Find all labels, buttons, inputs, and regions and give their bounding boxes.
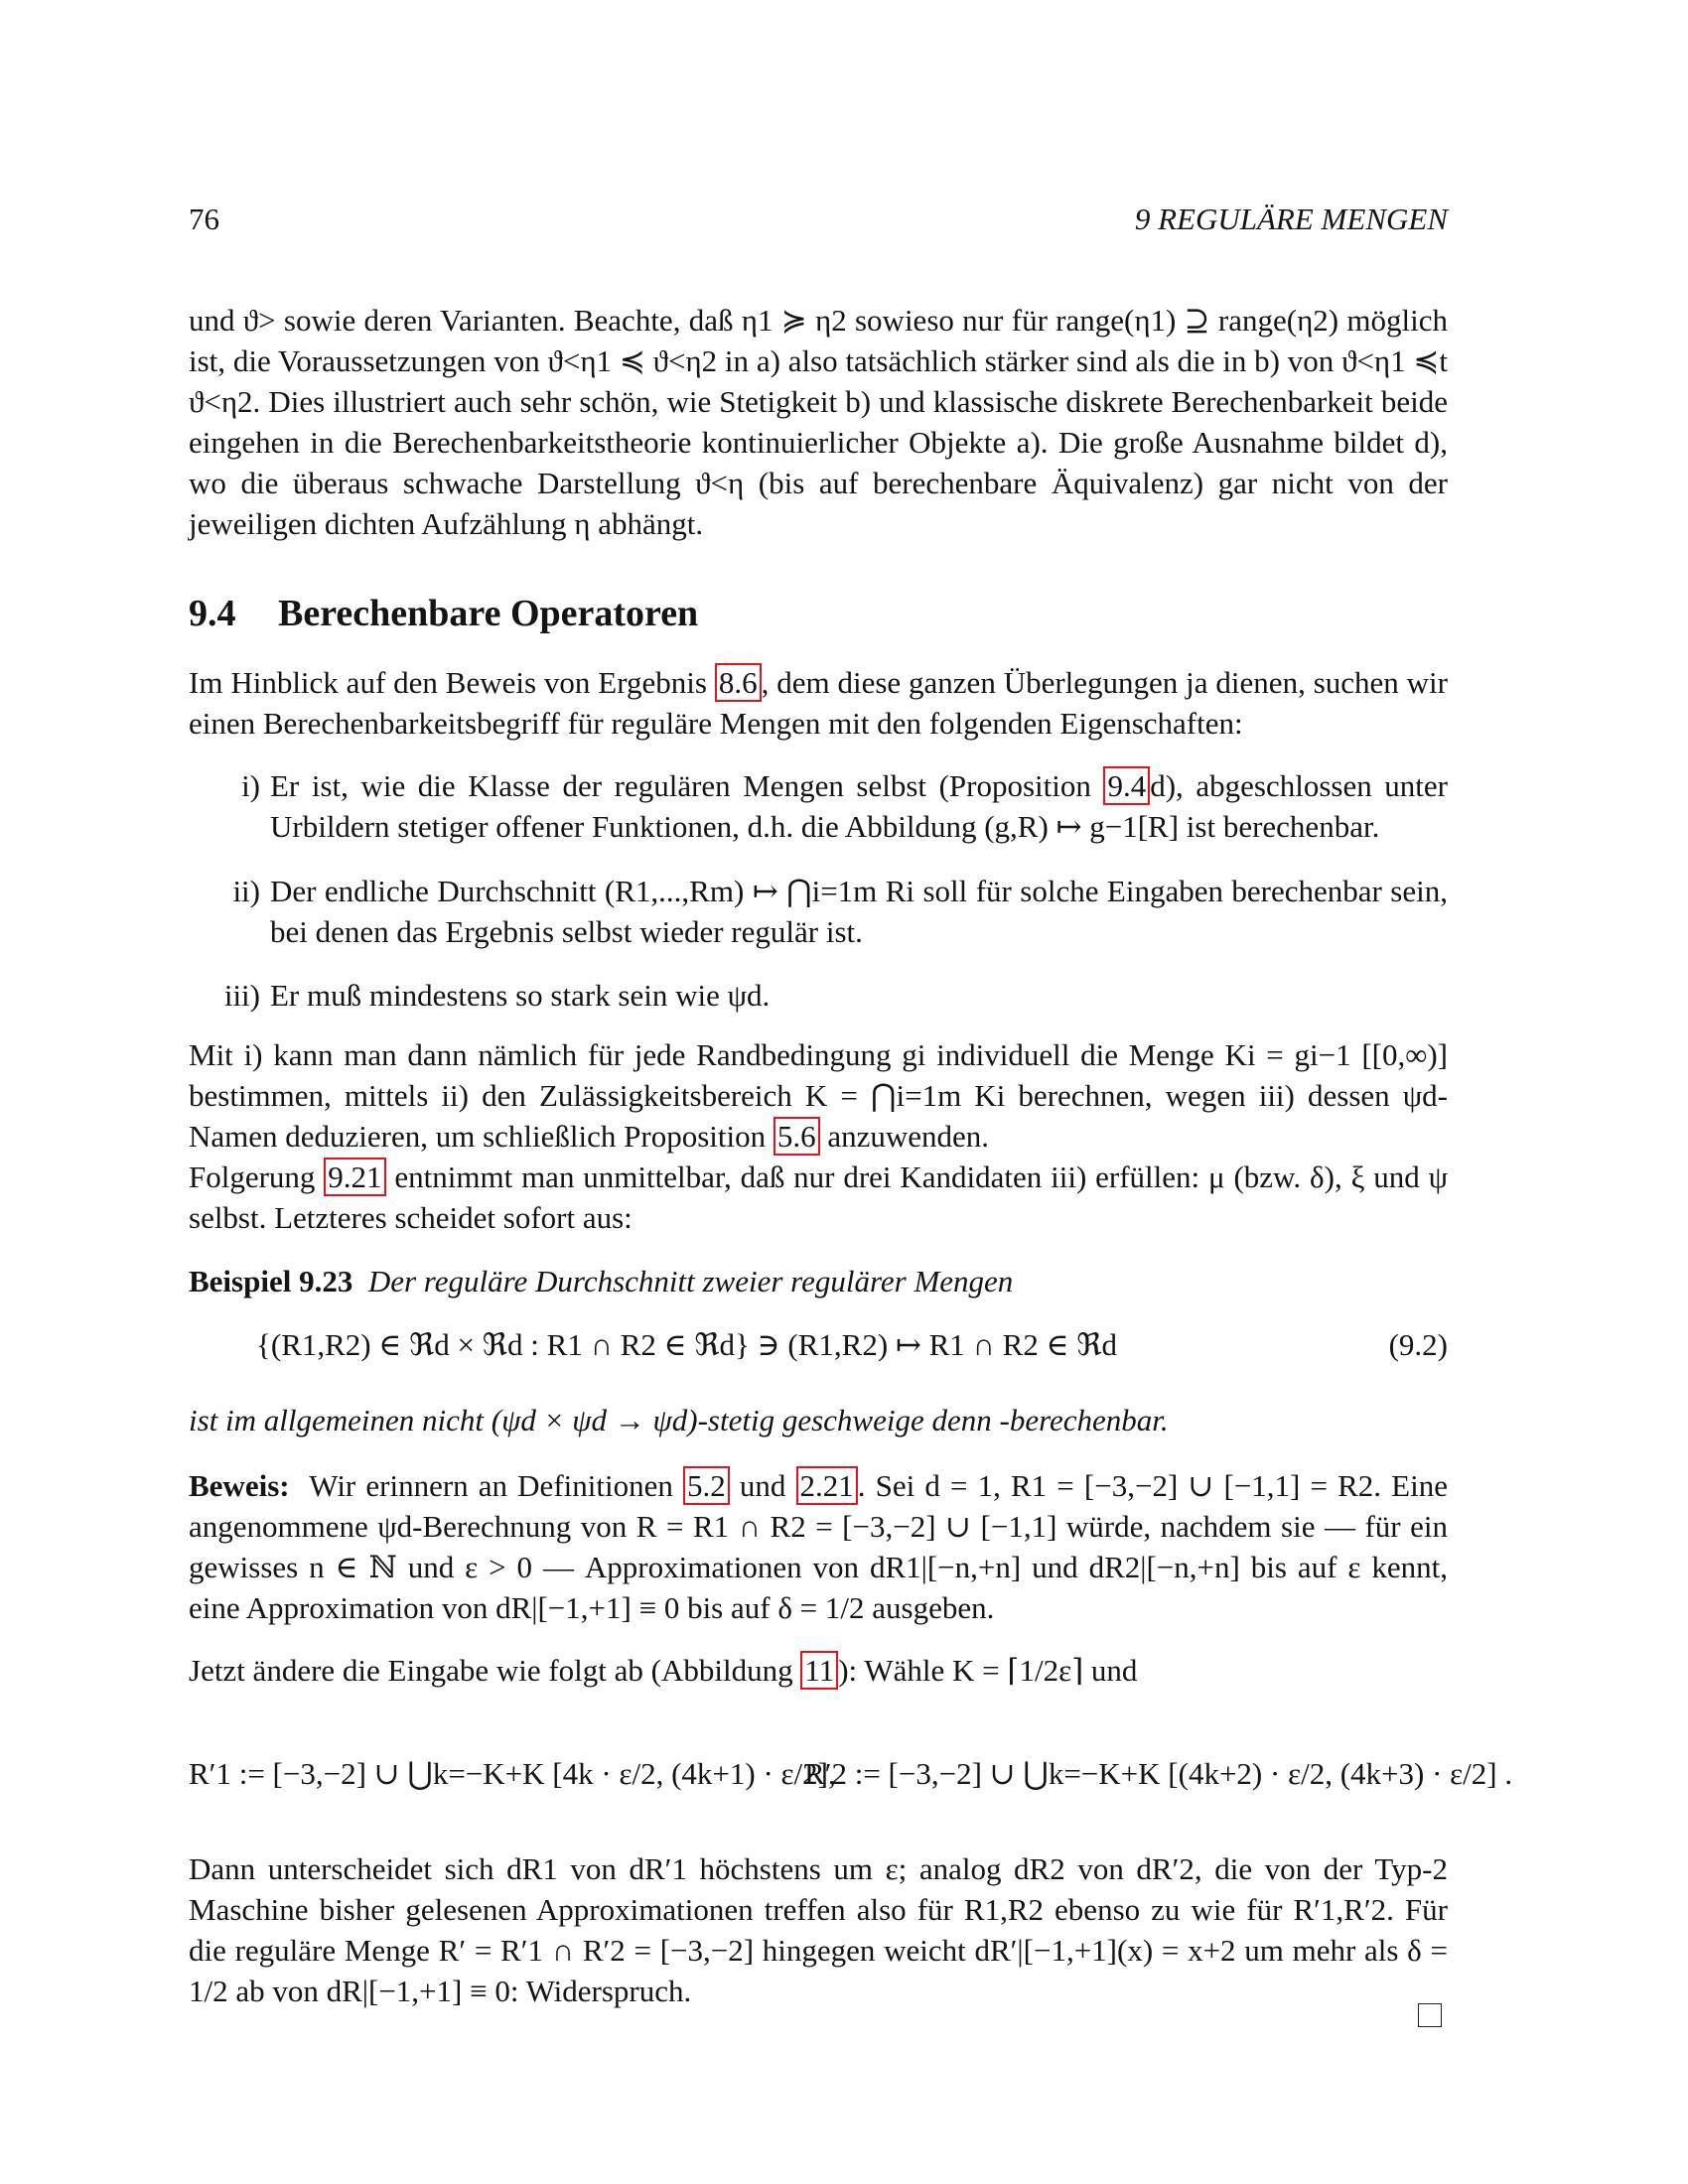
example-label: Beispiel 9.23 [189, 1264, 353, 1298]
proof-next-a: Jetzt ändere die Eingabe wie folgt ab (Abbildung [189, 1653, 801, 1688]
para3-text-b: entnimmt man unmittelbar, daß nur drei Kandidaten iii) erfüllen: μ (bzw. δ), ξ und ψ selbst. Letzteres scheidet sofort aus: [189, 1160, 1448, 1235]
intro-paragraph: und ϑ> sowie deren Varianten. Beachte, daß η1 ≽ η2 sowieso nur für range(η1) ⊇ range(η2) möglich ist, die Voraussetzungen von ϑ<η1 ≼ ϑ<η2 in a) also tatsächlich stärker sind als die in b) von ϑ<η1 ≼t ϑ<η2. Dies illustriert auch sehr schön, wie Stetigkeit b) und klassische diskrete Berechenbarkeit beide eingehen in die Berechenbarkeitstheorie kontinuierlicher Objekte a). Die große Ausnahme bildet d), wo die überaus schwache Darstellung ϑ<η (bis auf berechenbare Äquivalenz) gar nicht von der jeweiligen dichten Aufzählung η abhängt. [189, 303, 1448, 541]
proof-label: Beweis: [189, 1468, 290, 1503]
page [189, 0, 1513, 2184]
proof-next-b: ): Wähle K = ⌈1/2ε⌉ und [838, 1653, 1138, 1688]
paragraph-consequences [189, 1034, 1448, 1157]
list-item-text: Der endliche Durchschnitt (R1,...,Rm) ↦ ⋂i=1m Ri soll für solche Eingaben berechenbar sein, bei denen das Ergebnis selbst wieder regulär ist. [270, 874, 1448, 949]
equation-body: {(R1,R2) ∈ ℜd × ℜd : R1 ∩ R2 ∈ ℜd} ∋ (R1,R2) ↦ R1 ∩ R2 ∈ ℜd [256, 1327, 1118, 1362]
chapter-title: 9 REGULÄRE MENGEN [1134, 202, 1448, 236]
item-i-text-a: Er ist, wie die Klasse der regulären Mengen selbst (Proposition [270, 768, 1104, 803]
example-heading [189, 1261, 1448, 1301]
list-item-text [270, 765, 1448, 847]
ref-link-5-2[interactable]: 5.2 [683, 1466, 730, 1505]
list-item-label: iii) [223, 978, 260, 1013]
proof-modification [189, 1650, 1448, 1691]
ref-link-2-21[interactable]: 2.21 [796, 1466, 858, 1505]
item-i-text-b: d), abgeschlossen unter Urbildern stetiger offener Funktionen, d.h. die Abbildung (g,R) ↦ g−1[R] ist berechenbar. [270, 768, 1448, 844]
list-item-iii [189, 975, 1448, 1016]
qed-box [1418, 2003, 1442, 2027]
ref-link-9-21[interactable]: 9.21 [324, 1158, 385, 1196]
section-intro-text-b: , dem diese ganzen Überlegungen ja dienen, suchen wir einen Berechenbarkeitsbegriff für reguläre Mengen mit den folgenden Eigenschaften: [189, 665, 1448, 741]
para2-text-b: anzuwenden. [819, 1119, 990, 1154]
ref-link-8-6[interactable]: 8.6 [715, 663, 762, 702]
section-title: Berechenbare Operatoren [278, 593, 699, 634]
page-number: 76 [189, 202, 219, 236]
proof-text-b: und [729, 1468, 796, 1503]
para3-text-a: Folgerung [189, 1160, 325, 1194]
proof-conclusion: Dann unterscheidet sich dR1 von dR′1 höchstens um ε; analog dR2 von dR′2, die von der Typ-2 Maschine bisher gelesenen Approximationen treffen also für R1,R2 ebenso zu wie für R′1,R′2. Für die reguläre Menge R′ = R′1 ∩ R′2 = [−3,−2] hingegen weicht dR′|[−1,+1](x) = x+2 um mehr als δ = 1/2 ab von dR|[−1,+1] ≡ 0: Widerspruch. [189, 1851, 1448, 2008]
section-intro-text-a: Im Hinblick auf den Beweis von Ergebnis [189, 665, 715, 700]
list-item-i [189, 765, 1448, 847]
example-title: Der reguläre Durchschnitt zweier regulärer Mengen [367, 1264, 1014, 1298]
definition-r1-prime: R′1 := [−3,−2] ∪ ⋃k=−K+K [4k · ε/2, (4k+1) · ε/2], [189, 1756, 836, 1791]
definition-r2-prime: R′2 := [−3,−2] ∪ ⋃k=−K+K [(4k+2) · ε/2, (4k+3) · ε/2] . [804, 1756, 1513, 1791]
proof-paragraph [189, 1465, 1448, 1628]
proof-text-a: Wir erinnern an Definitionen [309, 1468, 683, 1503]
ref-link-9-4[interactable]: 9.4 [1103, 766, 1150, 805]
list-item-label: ii) [232, 874, 260, 908]
paragraph-corollary [189, 1157, 1448, 1238]
ref-link-5-6[interactable]: 5.6 [774, 1117, 820, 1156]
list-item-label: i) [241, 768, 260, 803]
list-item-text: Er muß mindestens so stark sein wie ψd. [270, 978, 771, 1013]
section-intro [189, 662, 1448, 744]
proof-text-c: . Sei d = 1, R1 = [−3,−2] ∪ [−1,1] = R2. Eine angenommene ψd-Berechnung von R = R1 ∩ R2 = [−3,−2] ∪ [−1,1] würde, nachdem sie — für ein gewisses n ∈ ℕ und ε > 0 — Approximationen von dR1|[−n,+n] und dR2|[−n,+n] bis auf ε kennt, eine Approximation von dR|[−1,+1] ≡ 0 bis auf δ = 1/2 ausgeben. [189, 1468, 1448, 1625]
list-item-ii [189, 871, 1448, 952]
section-number: 9.4 [189, 593, 236, 634]
para2-text-a: Mit i) kann man dann nämlich für jede Randbedingung gi individuell die Menge Ki = gi−1 [[0,∞)] bestimmen, mittels ii) den Zulässigkeitsbereich K = ⋂i=1m Ki berechnen, wegen iii) dessen ψd-Namen deduzieren, um schließlich Proposition [189, 1037, 1448, 1154]
ref-link-figure-11[interactable]: 11 [800, 1651, 838, 1690]
example-conclusion: ist im allgemeinen nicht (ψd × ψd → ψd)-stetig geschweige denn -berechenbar. [189, 1403, 1169, 1437]
equation-number: (9.2) [1388, 1327, 1448, 1362]
section-heading [189, 590, 1448, 637]
running-header [189, 199, 1448, 242]
